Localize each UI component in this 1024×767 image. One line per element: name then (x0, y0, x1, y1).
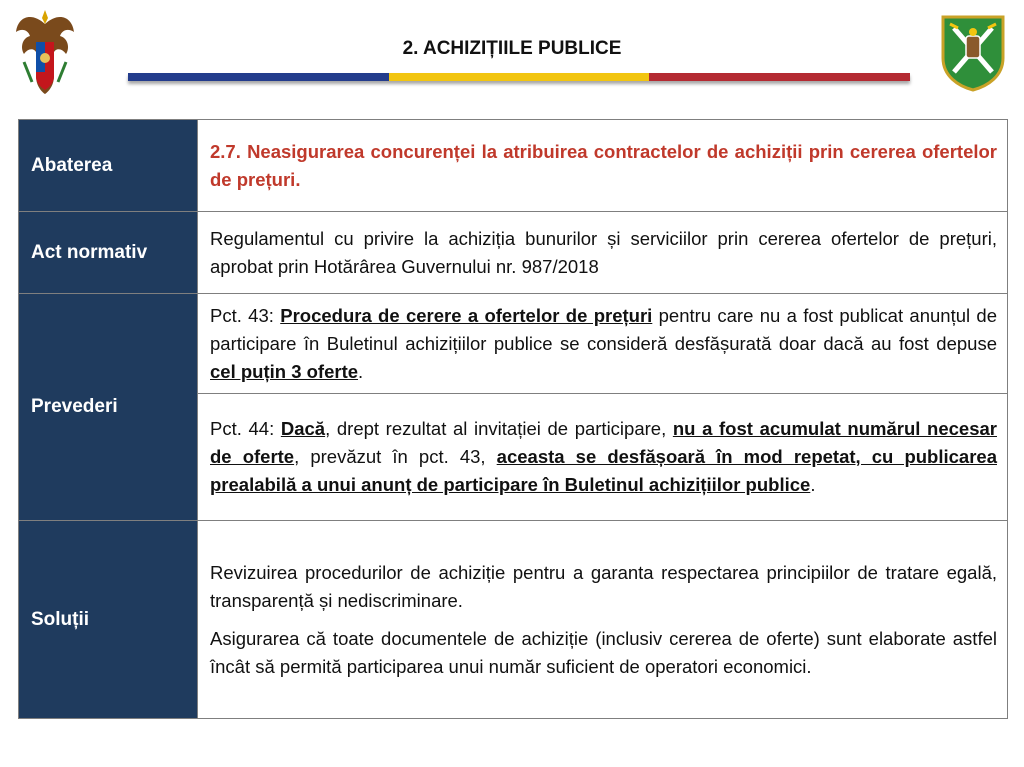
abaterea-text: 2.7. Neasigurarea concurenței la atribuirea contractelor de achiziții prin cererea ofertelor de prețuri. (210, 140, 997, 190)
flag-tricolor-bar (128, 73, 910, 81)
flag-red-stripe (649, 73, 910, 81)
row-abaterea (19, 120, 1008, 212)
pct44-body-1: , drept rezultat al invitației de participare, (325, 418, 673, 439)
prevederi-pct43-text (210, 302, 997, 386)
pct44-insufficient-offers-emphasis: nu a fost acumulat numărul necesar de oferte (210, 418, 997, 467)
label-act-normativ: Act normativ (19, 212, 198, 294)
label-prevederi: Prevederi (19, 294, 198, 521)
solutii-text-2: Asigurarea că toate documentele de achiziție (inclusiv cererea de oferte) sunt elaborate astfel încât să permită participarea unui număr suficient de operatori economici. (210, 627, 997, 677)
pct44-repeat-emphasis: aceasta se desfășoară în mod repetat, cu publicarea prealabilă a unui anunț de participare în Buletinul achizițiilor publice (210, 446, 997, 495)
flag-yellow-stripe (389, 73, 650, 81)
pct43-body: pentru care nu a fost publicat anunțul de participare în Buletinul achizițiilor publice se consideră desfășurată doar dacă au fost depuse (210, 304, 997, 354)
solutii-text-1: Revizuirea procedurilor de achiziție pentru a garanta respectarea principiilor de tratare egală, transparență și nediscriminare. (210, 561, 997, 611)
institution-emblem-icon (940, 14, 1006, 92)
flag-blue-stripe (128, 73, 389, 81)
row-act-normativ (19, 212, 1008, 294)
pct44-end: . (810, 474, 816, 495)
label-abaterea: Abaterea (19, 120, 198, 212)
pct44-prefix: Pct. 44: (210, 418, 281, 439)
row-prevederi-1 (19, 294, 1008, 394)
pct43-end: . (358, 360, 364, 382)
label-solutii: Soluții (19, 521, 198, 719)
content-abaterea (198, 120, 1008, 212)
findings-table (18, 119, 1008, 719)
content-solutii (198, 521, 1008, 719)
pct43-min-offers-emphasis: cel puțin 3 oferte (210, 360, 359, 382)
content-prevederi-pct43 (198, 294, 1008, 394)
pct44-daca-emphasis: Dacă (280, 418, 326, 439)
page-title: 2. ACHIZIȚIILE PUBLICE (402, 38, 622, 59)
act-normativ-text: Regulamentul cu privire la achiziția bunurilor și serviciilor prin cererea ofertelor de prețuri, aprobat prin Hotărârea Guvernului nr. 987/2018 (210, 227, 997, 277)
pct43-prefix: Pct. 43: (210, 304, 281, 326)
pct43-procedure-emphasis: Procedura de cerere a ofertelor de prețuri (280, 304, 653, 326)
pct44-body-2: , prevăzut în pct. 43, (294, 446, 497, 467)
content-act-normativ (198, 212, 1008, 294)
content-prevederi-pct44 (198, 394, 1008, 521)
row-solutii (19, 521, 1008, 719)
prevederi-pct44-text (210, 415, 997, 499)
